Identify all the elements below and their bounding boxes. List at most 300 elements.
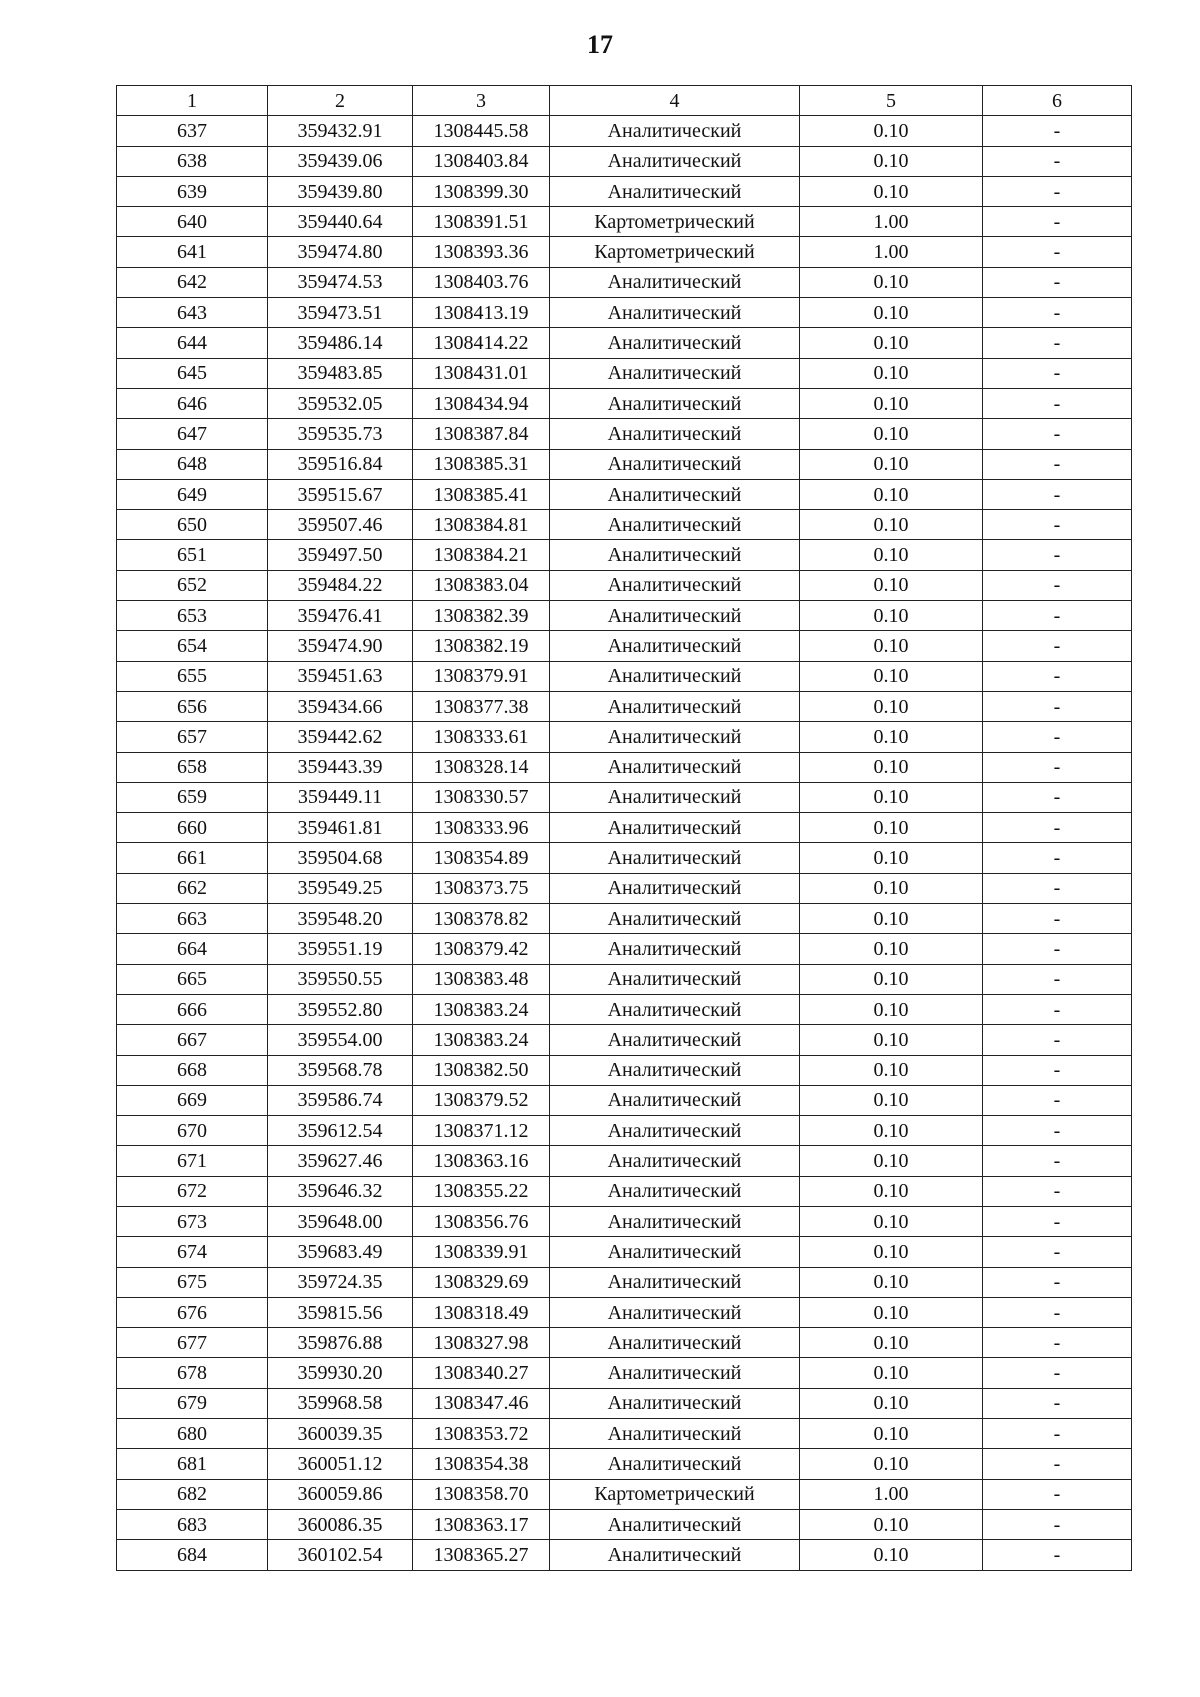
table-row [117, 631, 1132, 661]
description-cell: - [983, 1328, 1132, 1358]
y-coordinate-cell: 1308383.48 [413, 964, 550, 994]
table-body [117, 116, 1132, 1570]
y-coordinate-cell: 1308434.94 [413, 388, 550, 418]
y-coordinate-cell: 1308340.27 [413, 1358, 550, 1388]
point-number-cell: 677 [117, 1328, 268, 1358]
y-coordinate-cell: 1308328.14 [413, 752, 550, 782]
accuracy-cell: 0.10 [800, 267, 983, 297]
y-coordinate-cell: 1308403.76 [413, 267, 550, 297]
description-cell: - [983, 449, 1132, 479]
accuracy-cell: 0.10 [800, 298, 983, 328]
accuracy-cell: 0.10 [800, 964, 983, 994]
description-cell: - [983, 116, 1132, 146]
y-coordinate-cell: 1308365.27 [413, 1540, 550, 1570]
accuracy-cell: 0.10 [800, 631, 983, 661]
table-row [117, 540, 1132, 570]
description-cell: - [983, 1237, 1132, 1267]
method-cell: Аналитический [550, 722, 800, 752]
accuracy-cell: 0.10 [800, 1449, 983, 1479]
method-cell: Аналитический [550, 1358, 800, 1388]
x-coordinate-cell: 359449.11 [268, 782, 413, 812]
x-coordinate-cell: 359646.32 [268, 1176, 413, 1206]
column-header: 2 [268, 86, 413, 116]
x-coordinate-cell: 360039.35 [268, 1419, 413, 1449]
y-coordinate-cell: 1308382.50 [413, 1055, 550, 1085]
coordinates-table [116, 85, 1132, 1571]
description-cell: - [983, 1055, 1132, 1085]
description-cell: - [983, 146, 1132, 176]
description-cell: - [983, 1388, 1132, 1418]
x-coordinate-cell: 360059.86 [268, 1479, 413, 1509]
method-cell: Аналитический [550, 358, 800, 388]
accuracy-cell: 1.00 [800, 1479, 983, 1509]
description-cell: - [983, 934, 1132, 964]
accuracy-cell: 0.10 [800, 1055, 983, 1085]
point-number-cell: 637 [117, 116, 268, 146]
table-row [117, 1388, 1132, 1418]
method-cell: Аналитический [550, 1540, 800, 1570]
point-number-cell: 662 [117, 873, 268, 903]
y-coordinate-cell: 1308329.69 [413, 1267, 550, 1297]
point-number-cell: 666 [117, 994, 268, 1024]
point-number-cell: 679 [117, 1388, 268, 1418]
point-number-cell: 654 [117, 631, 268, 661]
table-row [117, 964, 1132, 994]
point-number-cell: 675 [117, 1267, 268, 1297]
y-coordinate-cell: 1308382.19 [413, 631, 550, 661]
point-number-cell: 670 [117, 1116, 268, 1146]
method-cell: Аналитический [550, 510, 800, 540]
accuracy-cell: 0.10 [800, 1540, 983, 1570]
y-coordinate-cell: 1308414.22 [413, 328, 550, 358]
table-row [117, 813, 1132, 843]
method-cell: Аналитический [550, 813, 800, 843]
description-cell: - [983, 1479, 1132, 1509]
description-cell: - [983, 994, 1132, 1024]
method-cell: Аналитический [550, 449, 800, 479]
point-number-cell: 680 [117, 1419, 268, 1449]
column-header: 1 [117, 86, 268, 116]
y-coordinate-cell: 1308330.57 [413, 782, 550, 812]
method-cell: Аналитический [550, 1055, 800, 1085]
x-coordinate-cell: 359474.90 [268, 631, 413, 661]
description-cell: - [983, 782, 1132, 812]
method-cell: Аналитический [550, 1297, 800, 1327]
accuracy-cell: 0.10 [800, 782, 983, 812]
x-coordinate-cell: 359627.46 [268, 1146, 413, 1176]
y-coordinate-cell: 1308379.52 [413, 1085, 550, 1115]
table-row [117, 207, 1132, 237]
point-number-cell: 639 [117, 176, 268, 206]
x-coordinate-cell: 359516.84 [268, 449, 413, 479]
x-coordinate-cell: 359568.78 [268, 1055, 413, 1085]
method-cell: Аналитический [550, 1025, 800, 1055]
description-cell: - [983, 419, 1132, 449]
y-coordinate-cell: 1308379.42 [413, 934, 550, 964]
y-coordinate-cell: 1308355.22 [413, 1176, 550, 1206]
accuracy-cell: 0.10 [800, 934, 983, 964]
x-coordinate-cell: 359440.64 [268, 207, 413, 237]
description-cell: - [983, 964, 1132, 994]
point-number-cell: 659 [117, 782, 268, 812]
column-header: 5 [800, 86, 983, 116]
description-cell: - [983, 601, 1132, 631]
x-coordinate-cell: 359474.53 [268, 267, 413, 297]
method-cell: Аналитический [550, 661, 800, 691]
description-cell: - [983, 237, 1132, 267]
y-coordinate-cell: 1308339.91 [413, 1237, 550, 1267]
table-row [117, 904, 1132, 934]
accuracy-cell: 0.10 [800, 176, 983, 206]
table-row [117, 328, 1132, 358]
x-coordinate-cell: 359876.88 [268, 1328, 413, 1358]
table-row [117, 1267, 1132, 1297]
accuracy-cell: 0.10 [800, 510, 983, 540]
y-coordinate-cell: 1308356.76 [413, 1206, 550, 1236]
x-coordinate-cell: 359930.20 [268, 1358, 413, 1388]
accuracy-cell: 0.10 [800, 813, 983, 843]
method-cell: Аналитический [550, 540, 800, 570]
method-cell: Аналитический [550, 479, 800, 509]
description-cell: - [983, 1146, 1132, 1176]
y-coordinate-cell: 1308383.24 [413, 1025, 550, 1055]
y-coordinate-cell: 1308347.46 [413, 1388, 550, 1418]
description-cell: - [983, 570, 1132, 600]
accuracy-cell: 0.10 [800, 1025, 983, 1055]
table-row [117, 237, 1132, 267]
point-number-cell: 678 [117, 1358, 268, 1388]
y-coordinate-cell: 1308333.96 [413, 813, 550, 843]
point-number-cell: 649 [117, 479, 268, 509]
point-number-cell: 681 [117, 1449, 268, 1479]
point-number-cell: 682 [117, 1479, 268, 1509]
column-header: 3 [413, 86, 550, 116]
accuracy-cell: 0.10 [800, 328, 983, 358]
x-coordinate-cell: 359549.25 [268, 873, 413, 903]
table-row [117, 388, 1132, 418]
y-coordinate-cell: 1308413.19 [413, 298, 550, 328]
point-number-cell: 674 [117, 1237, 268, 1267]
point-number-cell: 684 [117, 1540, 268, 1570]
method-cell: Аналитический [550, 994, 800, 1024]
y-coordinate-cell: 1308373.75 [413, 873, 550, 903]
table-row [117, 1358, 1132, 1388]
accuracy-cell: 1.00 [800, 237, 983, 267]
table-row [117, 1116, 1132, 1146]
x-coordinate-cell: 359473.51 [268, 298, 413, 328]
accuracy-cell: 0.10 [800, 388, 983, 418]
accuracy-cell: 0.10 [800, 1267, 983, 1297]
y-coordinate-cell: 1308384.81 [413, 510, 550, 540]
method-cell: Аналитический [550, 419, 800, 449]
x-coordinate-cell: 359550.55 [268, 964, 413, 994]
y-coordinate-cell: 1308327.98 [413, 1328, 550, 1358]
accuracy-cell: 0.10 [800, 1297, 983, 1327]
x-coordinate-cell: 359483.85 [268, 358, 413, 388]
x-coordinate-cell: 359968.58 [268, 1388, 413, 1418]
description-cell: - [983, 298, 1132, 328]
point-number-cell: 676 [117, 1297, 268, 1327]
x-coordinate-cell: 359532.05 [268, 388, 413, 418]
point-number-cell: 638 [117, 146, 268, 176]
method-cell: Аналитический [550, 1085, 800, 1115]
method-cell: Аналитический [550, 1176, 800, 1206]
accuracy-cell: 0.10 [800, 570, 983, 600]
x-coordinate-cell: 360051.12 [268, 1449, 413, 1479]
method-cell: Аналитический [550, 904, 800, 934]
point-number-cell: 648 [117, 449, 268, 479]
method-cell: Аналитический [550, 934, 800, 964]
point-number-cell: 661 [117, 843, 268, 873]
table-row [117, 1025, 1132, 1055]
accuracy-cell: 0.10 [800, 661, 983, 691]
table-row [117, 1509, 1132, 1539]
x-coordinate-cell: 359434.66 [268, 691, 413, 721]
x-coordinate-cell: 359535.73 [268, 419, 413, 449]
y-coordinate-cell: 1308391.51 [413, 207, 550, 237]
x-coordinate-cell: 359724.35 [268, 1267, 413, 1297]
table-row [117, 601, 1132, 631]
method-cell: Аналитический [550, 1328, 800, 1358]
point-number-cell: 673 [117, 1206, 268, 1236]
description-cell: - [983, 328, 1132, 358]
table-row [117, 1176, 1132, 1206]
point-number-cell: 667 [117, 1025, 268, 1055]
accuracy-cell: 0.10 [800, 540, 983, 570]
x-coordinate-cell: 359552.80 [268, 994, 413, 1024]
description-cell: - [983, 267, 1132, 297]
description-cell: - [983, 510, 1132, 540]
table-row [117, 1085, 1132, 1115]
y-coordinate-cell: 1308377.38 [413, 691, 550, 721]
description-cell: - [983, 1297, 1132, 1327]
table-row [117, 1237, 1132, 1267]
accuracy-cell: 0.10 [800, 691, 983, 721]
description-cell: - [983, 1509, 1132, 1539]
y-coordinate-cell: 1308384.21 [413, 540, 550, 570]
accuracy-cell: 0.10 [800, 1509, 983, 1539]
description-cell: - [983, 1085, 1132, 1115]
point-number-cell: 663 [117, 904, 268, 934]
table-row [117, 934, 1132, 964]
table-row [117, 419, 1132, 449]
table-row [117, 176, 1132, 206]
y-coordinate-cell: 1308399.30 [413, 176, 550, 206]
accuracy-cell: 0.10 [800, 479, 983, 509]
point-number-cell: 665 [117, 964, 268, 994]
point-number-cell: 642 [117, 267, 268, 297]
point-number-cell: 644 [117, 328, 268, 358]
table-row [117, 479, 1132, 509]
point-number-cell: 658 [117, 752, 268, 782]
method-cell: Аналитический [550, 1388, 800, 1418]
method-cell: Аналитический [550, 570, 800, 600]
point-number-cell: 641 [117, 237, 268, 267]
point-number-cell: 651 [117, 540, 268, 570]
x-coordinate-cell: 360086.35 [268, 1509, 413, 1539]
table-row [117, 1146, 1132, 1176]
column-header: 4 [550, 86, 800, 116]
accuracy-cell: 0.10 [800, 1176, 983, 1206]
method-cell: Аналитический [550, 873, 800, 903]
x-coordinate-cell: 359486.14 [268, 328, 413, 358]
point-number-cell: 646 [117, 388, 268, 418]
accuracy-cell: 0.10 [800, 994, 983, 1024]
y-coordinate-cell: 1308382.39 [413, 601, 550, 631]
x-coordinate-cell: 359554.00 [268, 1025, 413, 1055]
page-number: 17 [587, 30, 613, 59]
method-cell: Аналитический [550, 601, 800, 631]
y-coordinate-cell: 1308387.84 [413, 419, 550, 449]
point-number-cell: 657 [117, 722, 268, 752]
table-row [117, 298, 1132, 328]
table-row [117, 1206, 1132, 1236]
x-coordinate-cell: 359442.62 [268, 722, 413, 752]
description-cell: - [983, 1540, 1132, 1570]
method-cell: Аналитический [550, 267, 800, 297]
description-cell: - [983, 873, 1132, 903]
description-cell: - [983, 1116, 1132, 1146]
method-cell: Картометрический [550, 237, 800, 267]
point-number-cell: 656 [117, 691, 268, 721]
description-cell: - [983, 752, 1132, 782]
table-row [117, 449, 1132, 479]
table-row [117, 1540, 1132, 1570]
method-cell: Картометрический [550, 1479, 800, 1509]
y-coordinate-cell: 1308354.38 [413, 1449, 550, 1479]
x-coordinate-cell: 359815.56 [268, 1297, 413, 1327]
method-cell: Аналитический [550, 1206, 800, 1236]
x-coordinate-cell: 359484.22 [268, 570, 413, 600]
accuracy-cell: 0.10 [800, 1146, 983, 1176]
method-cell: Аналитический [550, 1237, 800, 1267]
table-row [117, 752, 1132, 782]
table-row [117, 146, 1132, 176]
method-cell: Аналитический [550, 146, 800, 176]
method-cell: Картометрический [550, 207, 800, 237]
point-number-cell: 645 [117, 358, 268, 388]
method-cell: Аналитический [550, 388, 800, 418]
x-coordinate-cell: 359507.46 [268, 510, 413, 540]
header-row [117, 86, 1132, 116]
point-number-cell: 650 [117, 510, 268, 540]
table-row [117, 782, 1132, 812]
x-coordinate-cell: 359439.80 [268, 176, 413, 206]
x-coordinate-cell: 359443.39 [268, 752, 413, 782]
table-row [117, 1479, 1132, 1509]
accuracy-cell: 0.10 [800, 449, 983, 479]
y-coordinate-cell: 1308403.84 [413, 146, 550, 176]
method-cell: Аналитический [550, 116, 800, 146]
method-cell: Аналитический [550, 1146, 800, 1176]
accuracy-cell: 0.10 [800, 1237, 983, 1267]
description-cell: - [983, 1267, 1132, 1297]
x-coordinate-cell: 359648.00 [268, 1206, 413, 1236]
x-coordinate-cell: 359497.50 [268, 540, 413, 570]
method-cell: Аналитический [550, 1509, 800, 1539]
x-coordinate-cell: 359461.81 [268, 813, 413, 843]
column-header: 6 [983, 86, 1132, 116]
accuracy-cell: 0.10 [800, 904, 983, 934]
accuracy-cell: 0.10 [800, 116, 983, 146]
method-cell: Аналитический [550, 691, 800, 721]
description-cell: - [983, 1176, 1132, 1206]
accuracy-cell: 0.10 [800, 722, 983, 752]
method-cell: Аналитический [550, 1419, 800, 1449]
accuracy-cell: 0.10 [800, 1116, 983, 1146]
point-number-cell: 653 [117, 601, 268, 631]
point-number-cell: 640 [117, 207, 268, 237]
accuracy-cell: 1.00 [800, 207, 983, 237]
x-coordinate-cell: 359683.49 [268, 1237, 413, 1267]
accuracy-cell: 0.10 [800, 419, 983, 449]
description-cell: - [983, 631, 1132, 661]
accuracy-cell: 0.10 [800, 1358, 983, 1388]
y-coordinate-cell: 1308385.41 [413, 479, 550, 509]
description-cell: - [983, 176, 1132, 206]
method-cell: Аналитический [550, 1449, 800, 1479]
table-row [117, 691, 1132, 721]
description-cell: - [983, 1206, 1132, 1236]
description-cell: - [983, 540, 1132, 570]
description-cell: - [983, 1419, 1132, 1449]
y-coordinate-cell: 1308385.31 [413, 449, 550, 479]
point-number-cell: 664 [117, 934, 268, 964]
method-cell: Аналитический [550, 631, 800, 661]
y-coordinate-cell: 1308371.12 [413, 1116, 550, 1146]
method-cell: Аналитический [550, 176, 800, 206]
description-cell: - [983, 388, 1132, 418]
point-number-cell: 655 [117, 661, 268, 691]
y-coordinate-cell: 1308318.49 [413, 1297, 550, 1327]
x-coordinate-cell: 359476.41 [268, 601, 413, 631]
table-row [117, 1449, 1132, 1479]
table-row [117, 1328, 1132, 1358]
table-row [117, 661, 1132, 691]
description-cell: - [983, 691, 1132, 721]
accuracy-cell: 0.10 [800, 358, 983, 388]
description-cell: - [983, 207, 1132, 237]
accuracy-cell: 0.10 [800, 1085, 983, 1115]
accuracy-cell: 0.10 [800, 1419, 983, 1449]
x-coordinate-cell: 359451.63 [268, 661, 413, 691]
method-cell: Аналитический [550, 782, 800, 812]
y-coordinate-cell: 1308383.24 [413, 994, 550, 1024]
table-row [117, 510, 1132, 540]
y-coordinate-cell: 1308379.91 [413, 661, 550, 691]
y-coordinate-cell: 1308363.17 [413, 1509, 550, 1539]
table-row [117, 1419, 1132, 1449]
table-row [117, 1297, 1132, 1327]
table-row [117, 994, 1132, 1024]
x-coordinate-cell: 359439.06 [268, 146, 413, 176]
x-coordinate-cell: 359551.19 [268, 934, 413, 964]
y-coordinate-cell: 1308354.89 [413, 843, 550, 873]
x-coordinate-cell: 359515.67 [268, 479, 413, 509]
description-cell: - [983, 843, 1132, 873]
y-coordinate-cell: 1308378.82 [413, 904, 550, 934]
description-cell: - [983, 1025, 1132, 1055]
point-number-cell: 683 [117, 1509, 268, 1539]
table-row [117, 843, 1132, 873]
table-header [117, 86, 1132, 116]
x-coordinate-cell: 359474.80 [268, 237, 413, 267]
table-row [117, 116, 1132, 146]
y-coordinate-cell: 1308431.01 [413, 358, 550, 388]
method-cell: Аналитический [550, 328, 800, 358]
method-cell: Аналитический [550, 1116, 800, 1146]
table-row [117, 1055, 1132, 1085]
